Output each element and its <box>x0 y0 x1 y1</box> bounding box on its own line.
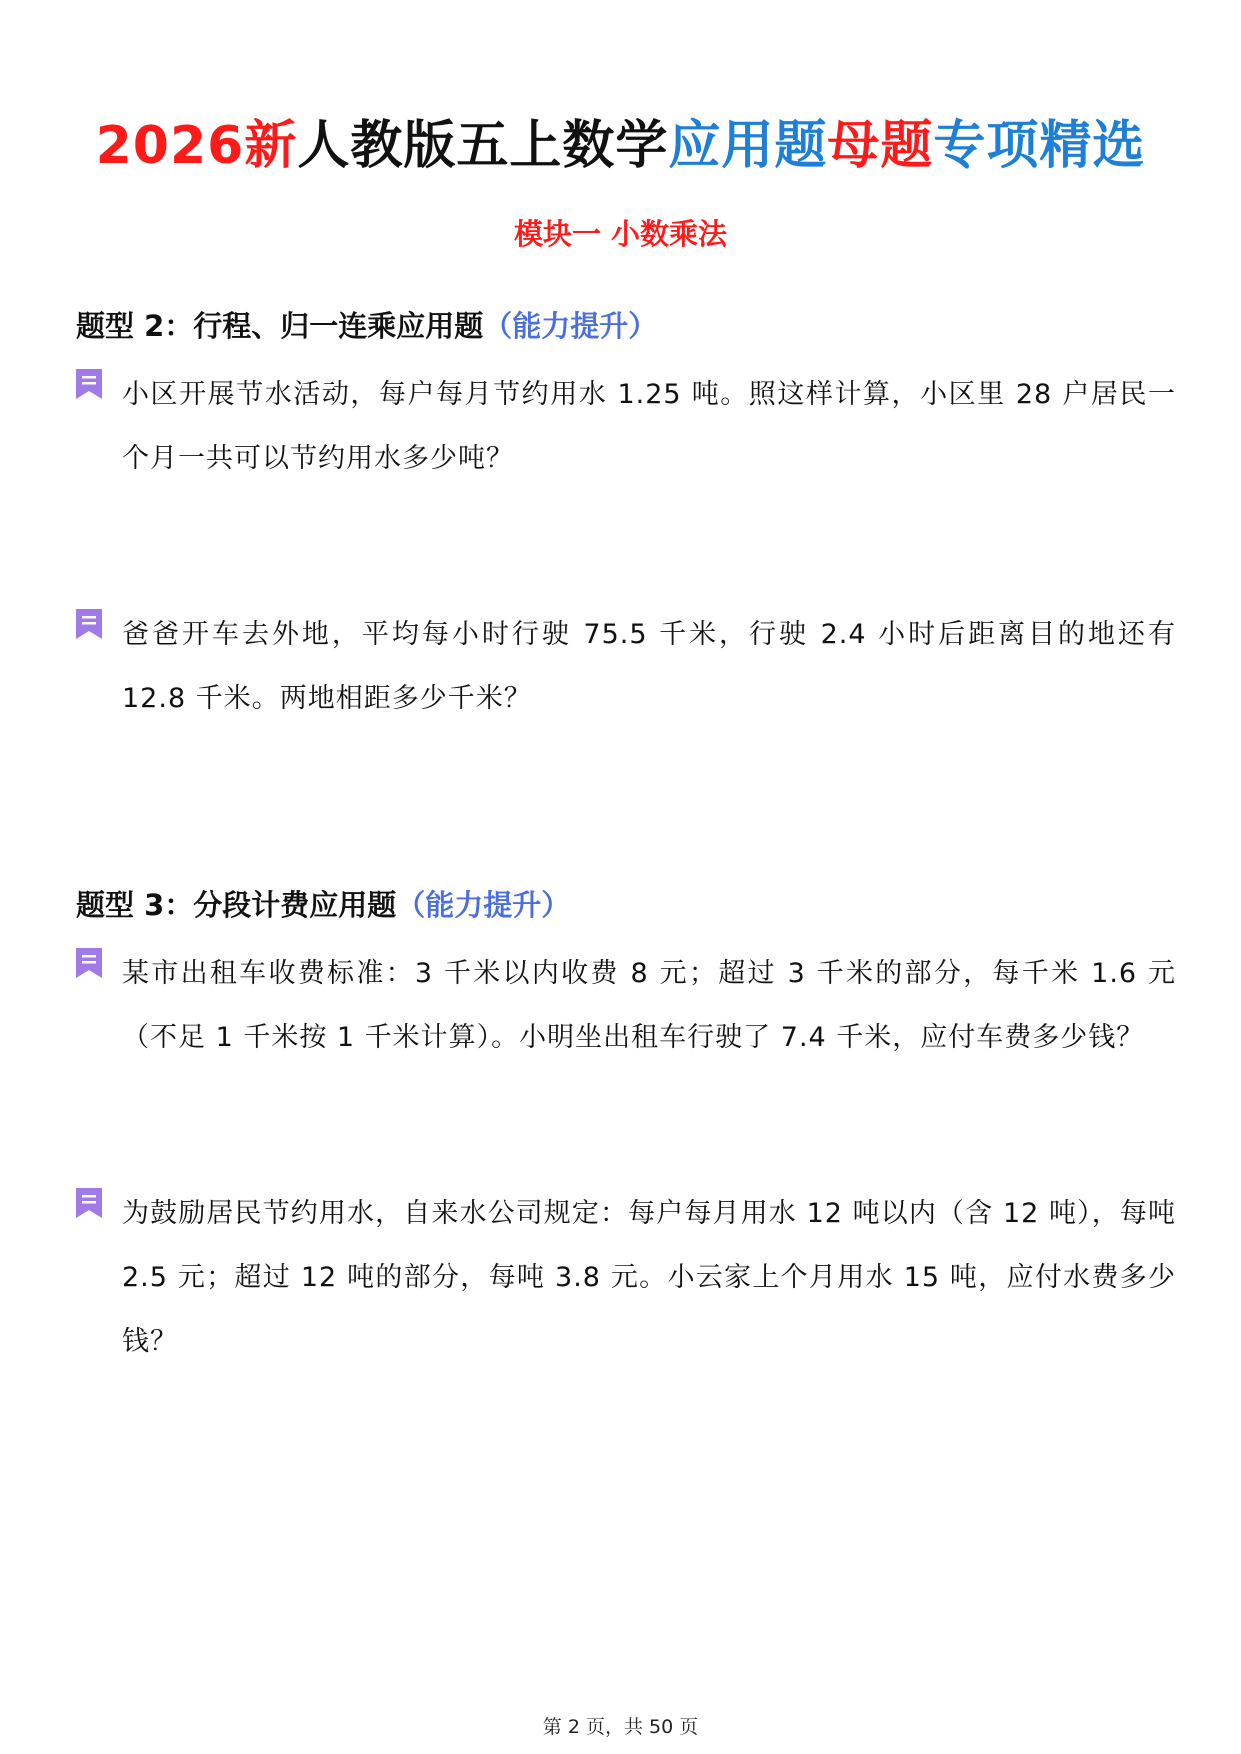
page-number-footer: 第 2 页，共 50 页 <box>542 1716 699 1738</box>
question-text: 小区开展节水活动，每户每月节约用水 1.25 吨。照这样计算，小区里 28 户居民一个月一共可以节约用水多少吨？ <box>122 379 1176 474</box>
bookmark-icon <box>76 1188 102 1218</box>
bookmark-icon <box>76 609 102 639</box>
bookmark-icon <box>76 948 102 978</box>
question-item <box>76 603 1176 731</box>
section-heading-type-2 <box>76 304 657 345</box>
question-text: 爸爸开车去外地，平均每小时行驶 75.5 千米，行驶 2.4 小时后距离目的地还有 12.8 千米。两地相距多少千米？ <box>122 619 1176 714</box>
title-edition: 人教版五上数学 <box>297 116 669 176</box>
section-level-tag: （能力提升） <box>483 309 658 343</box>
title-mother: 母题 <box>827 116 934 176</box>
title-year-new: 2026新 <box>95 116 298 176</box>
question-item <box>76 942 1176 1070</box>
title-topic: 应用题 <box>668 116 828 176</box>
question-item <box>76 1182 1176 1374</box>
section-level-tag: （能力提升） <box>396 888 571 922</box>
section-heading-text: 题型 3：分段计费应用题 <box>76 888 397 922</box>
bookmark-icon <box>76 369 102 399</box>
question-item <box>76 363 1176 491</box>
section-heading-text: 题型 2：行程、归一连乘应用题 <box>76 309 484 343</box>
question-text: 某市出租车收费标准：3 千米以内收费 8 元；超过 3 千米的部分，每千米 1.6 元（不足 1 千米按 1 千米计算）。小明坐出租车行驶了 7.4 千米，应付车费多少钱？ <box>122 958 1176 1053</box>
module-subtitle: 模块一 小数乘法 <box>513 217 728 251</box>
section-heading-type-3 <box>76 883 570 924</box>
title-selection: 专项精选 <box>933 116 1146 176</box>
question-text: 为鼓励居民节约用水，自来水公司规定：每户每月用水 12 吨以内（含 12 吨），每吨 2.5 元；超过 12 吨的部分，每吨 3.8 元。小云家上个月用水 15 吨，应付水费多少钱？ <box>122 1198 1176 1357</box>
page-title <box>0 108 1241 184</box>
